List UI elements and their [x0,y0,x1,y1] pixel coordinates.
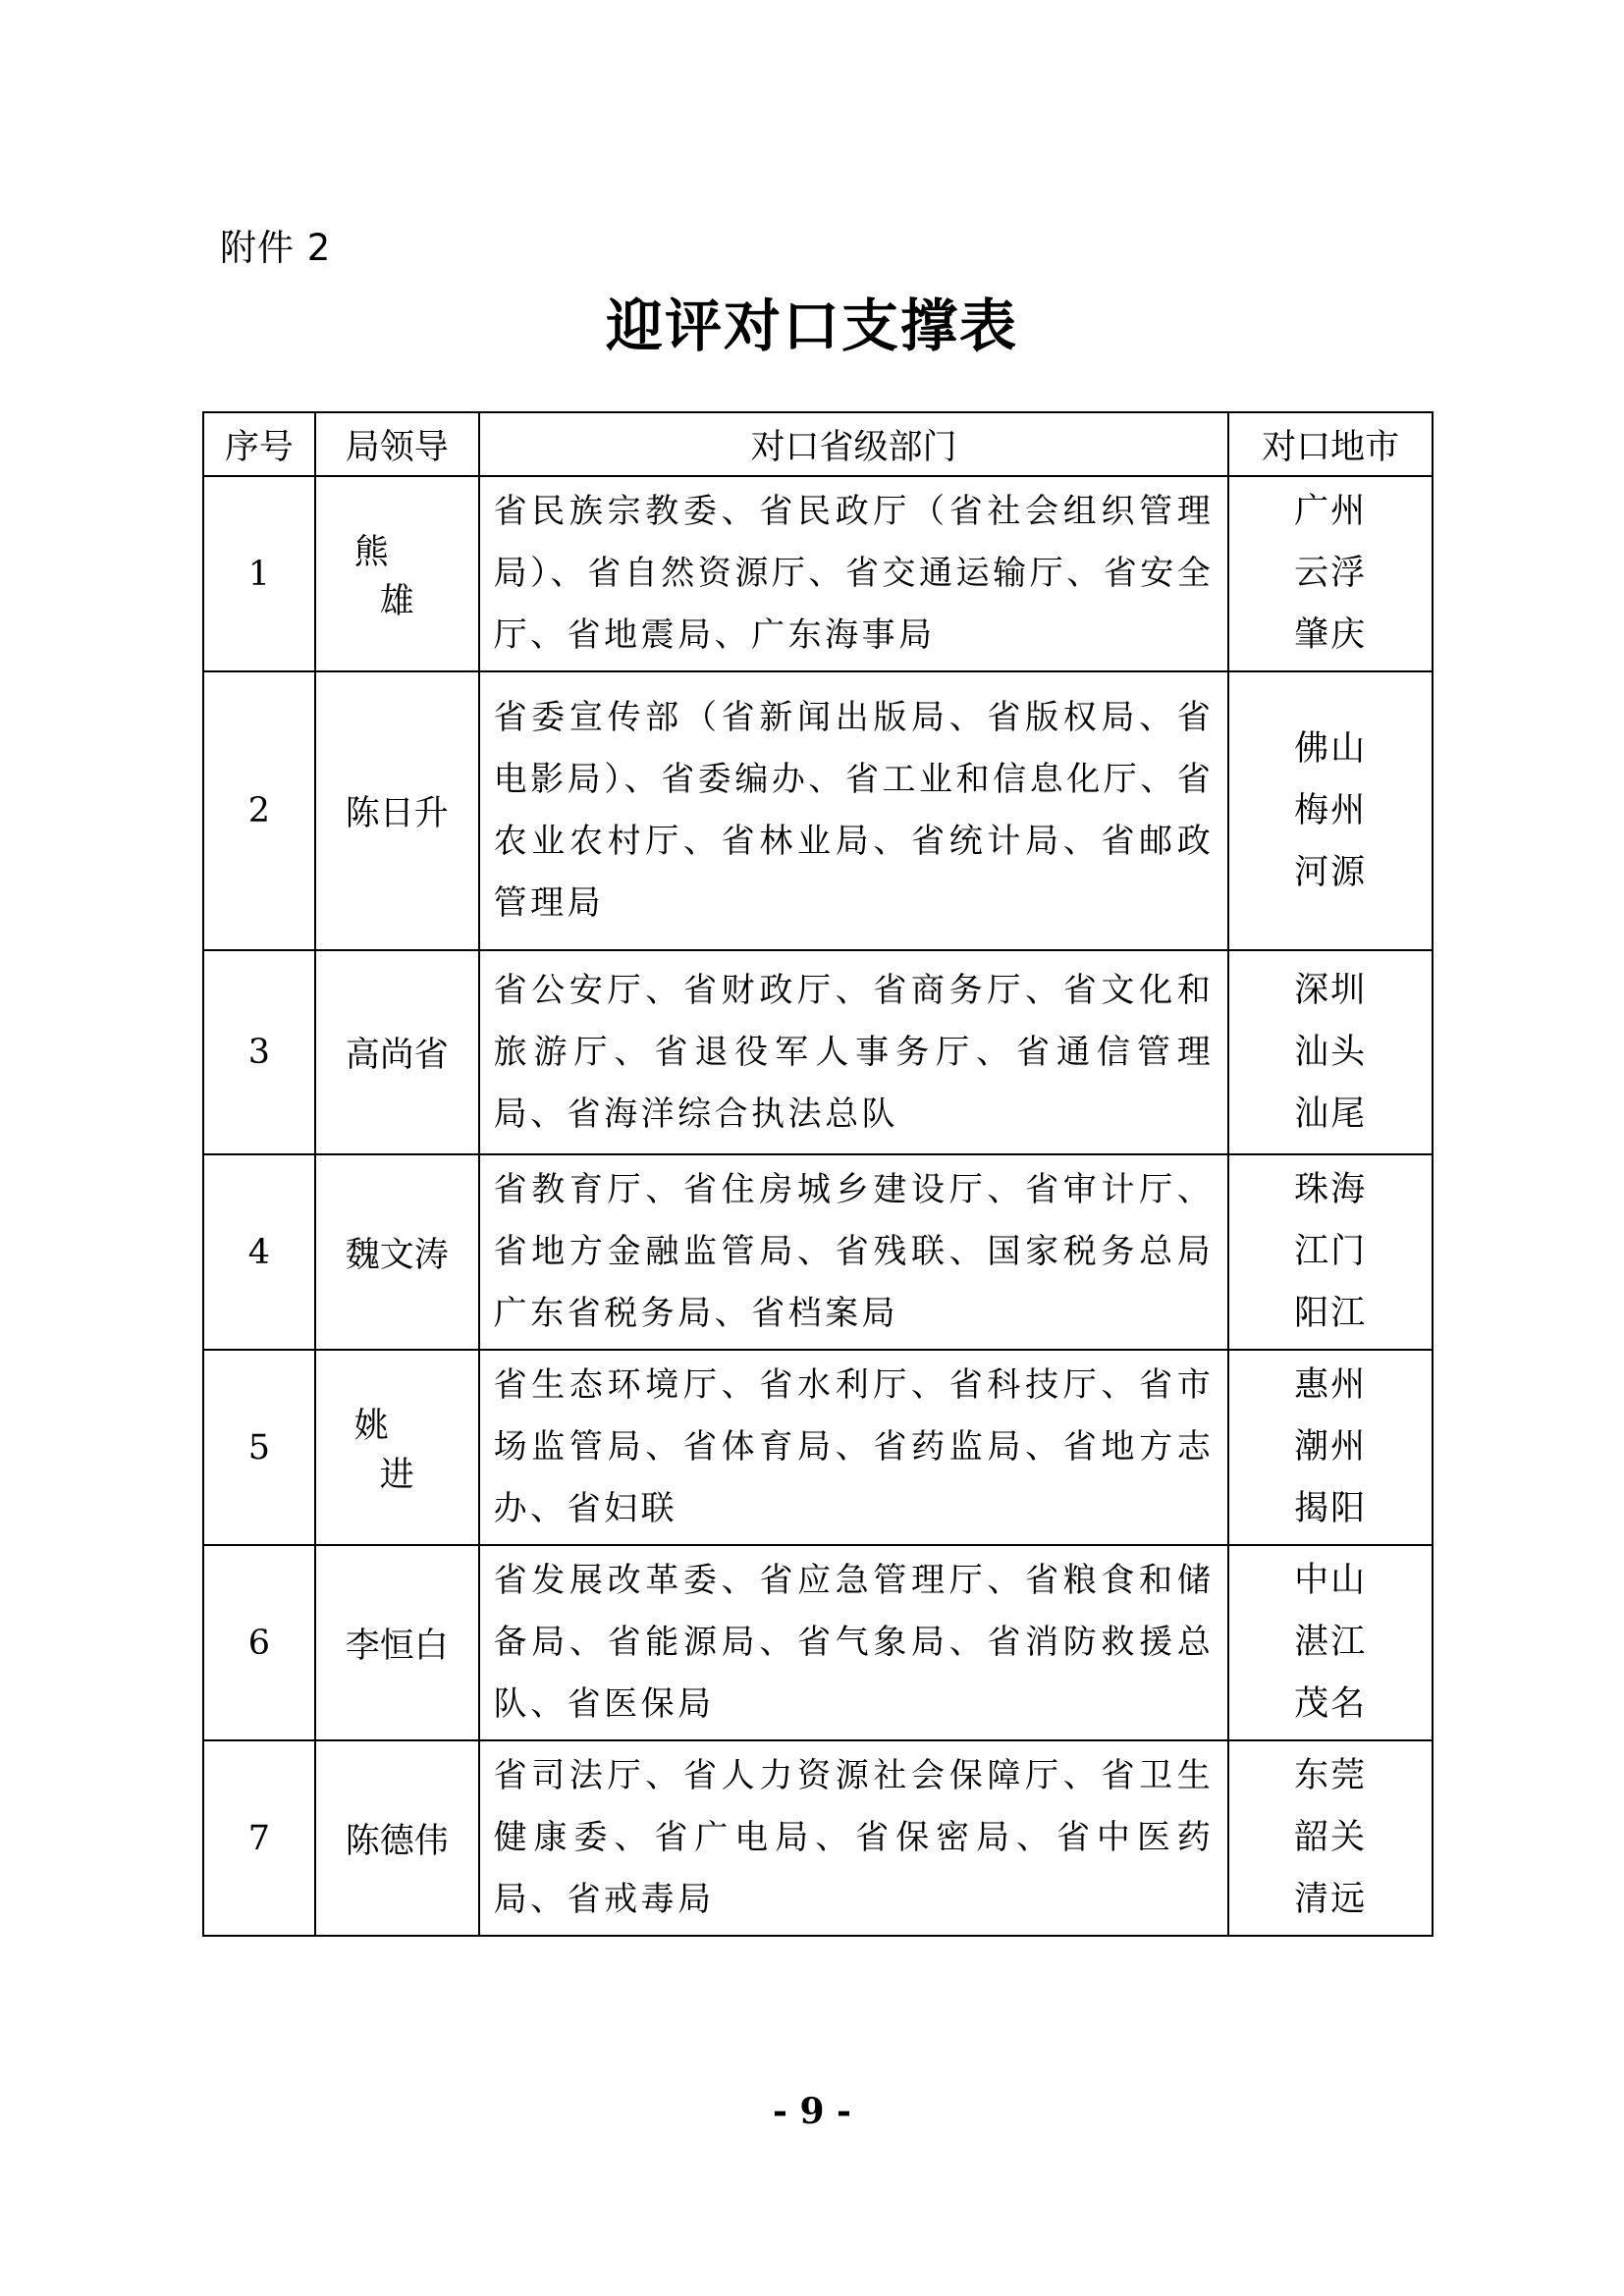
row-index: 3 [203,950,315,1154]
city: 茂名 [1294,1684,1368,1724]
row-leader: 魏文涛 [315,1154,479,1350]
city: 深圳 [1294,970,1368,1010]
header-index: 序号 [203,412,315,476]
row-leader: 李恒白 [315,1545,479,1740]
row-leader: 陈德伟 [315,1740,479,1936]
row-leader: 陈日升 [315,671,479,950]
table-row [203,1545,1433,1740]
header-departments: 对口省级部门 [479,412,1229,476]
city: 汕头 [1294,1032,1368,1072]
table-row [203,950,1433,1154]
row-leader: 姚进 [315,1350,479,1545]
row-index: 6 [203,1545,315,1740]
row-cities [1228,671,1433,950]
row-departments: 省生态环境厅、省水利厅、省科技厅、省市场监管局、省体育局、省药监局、省地方志办、省妇联 [479,1350,1229,1545]
table-header-row [203,412,1433,476]
city: 肇庆 [1294,615,1368,655]
table-row [203,1740,1433,1936]
city: 佛山 [1294,728,1368,769]
row-cities [1228,950,1433,1154]
document-title: 迎评对口支撑表 [605,293,1018,359]
row-cities [1228,1350,1433,1545]
city: 汕尾 [1294,1094,1368,1134]
row-index: 7 [203,1740,315,1936]
row-cities [1228,476,1433,671]
attachment-label: 附件 2 [220,227,332,269]
row-index: 1 [203,476,315,671]
city: 江门 [1294,1232,1368,1271]
city: 中山 [1294,1561,1368,1600]
row-departments: 省司法厅、省人力资源社会保障厅、省卫生健康委、省广电局、省保密局、省中医药局、省戒毒局 [479,1740,1229,1936]
row-cities [1228,1545,1433,1740]
header-leader: 局领导 [315,412,479,476]
row-departments: 省发展改革委、省应急管理厅、省粮食和储备局、省能源局、省气象局、省消防救援总队、省医保局 [479,1545,1229,1740]
city: 湛江 [1294,1623,1368,1662]
row-departments: 省委宣传部（省新闻出版局、省版权局、省电影局）、省委编办、省工业和信息化厅、省农业农村厅、省林业局、省统计局、省邮政管理局 [479,671,1229,950]
table-row [203,476,1433,671]
city: 惠州 [1294,1365,1368,1405]
page-number: - 9 - [773,2091,851,2132]
table-row [203,1154,1433,1350]
support-table [202,411,1434,1937]
row-cities [1228,1154,1433,1350]
city: 韶关 [1294,1818,1368,1857]
row-leader: 高尚省 [315,950,479,1154]
row-index: 2 [203,671,315,950]
city: 梅州 [1294,790,1368,830]
table-row [203,671,1433,950]
city: 清远 [1294,1880,1368,1919]
row-departments: 省教育厅、省住房城乡建设厅、省审计厅、省地方金融监管局、省残联、国家税务总局广东省税务局、省档案局 [479,1154,1229,1350]
city: 珠海 [1294,1170,1368,1209]
row-index: 4 [203,1154,315,1350]
row-departments: 省公安厅、省财政厅、省商务厅、省文化和旅游厅、省退役军人事务厅、省通信管理局、省海洋综合执法总队 [479,950,1229,1154]
city: 揭阳 [1294,1489,1368,1528]
row-index: 5 [203,1350,315,1545]
city: 广州 [1294,492,1368,531]
city: 东莞 [1294,1756,1368,1795]
row-departments: 省民族宗教委、省民政厅（省社会组织管理局）、省自然资源厅、省交通运输厅、省安全厅、省地震局、广东海事局 [479,476,1229,671]
city: 河源 [1294,852,1368,892]
row-cities [1228,1740,1433,1936]
row-leader: 熊雄 [315,476,479,671]
city: 云浮 [1294,554,1368,593]
city: 潮州 [1294,1427,1368,1467]
header-cities: 对口地市 [1228,412,1433,476]
city: 阳江 [1294,1294,1368,1333]
table-row [203,1350,1433,1545]
